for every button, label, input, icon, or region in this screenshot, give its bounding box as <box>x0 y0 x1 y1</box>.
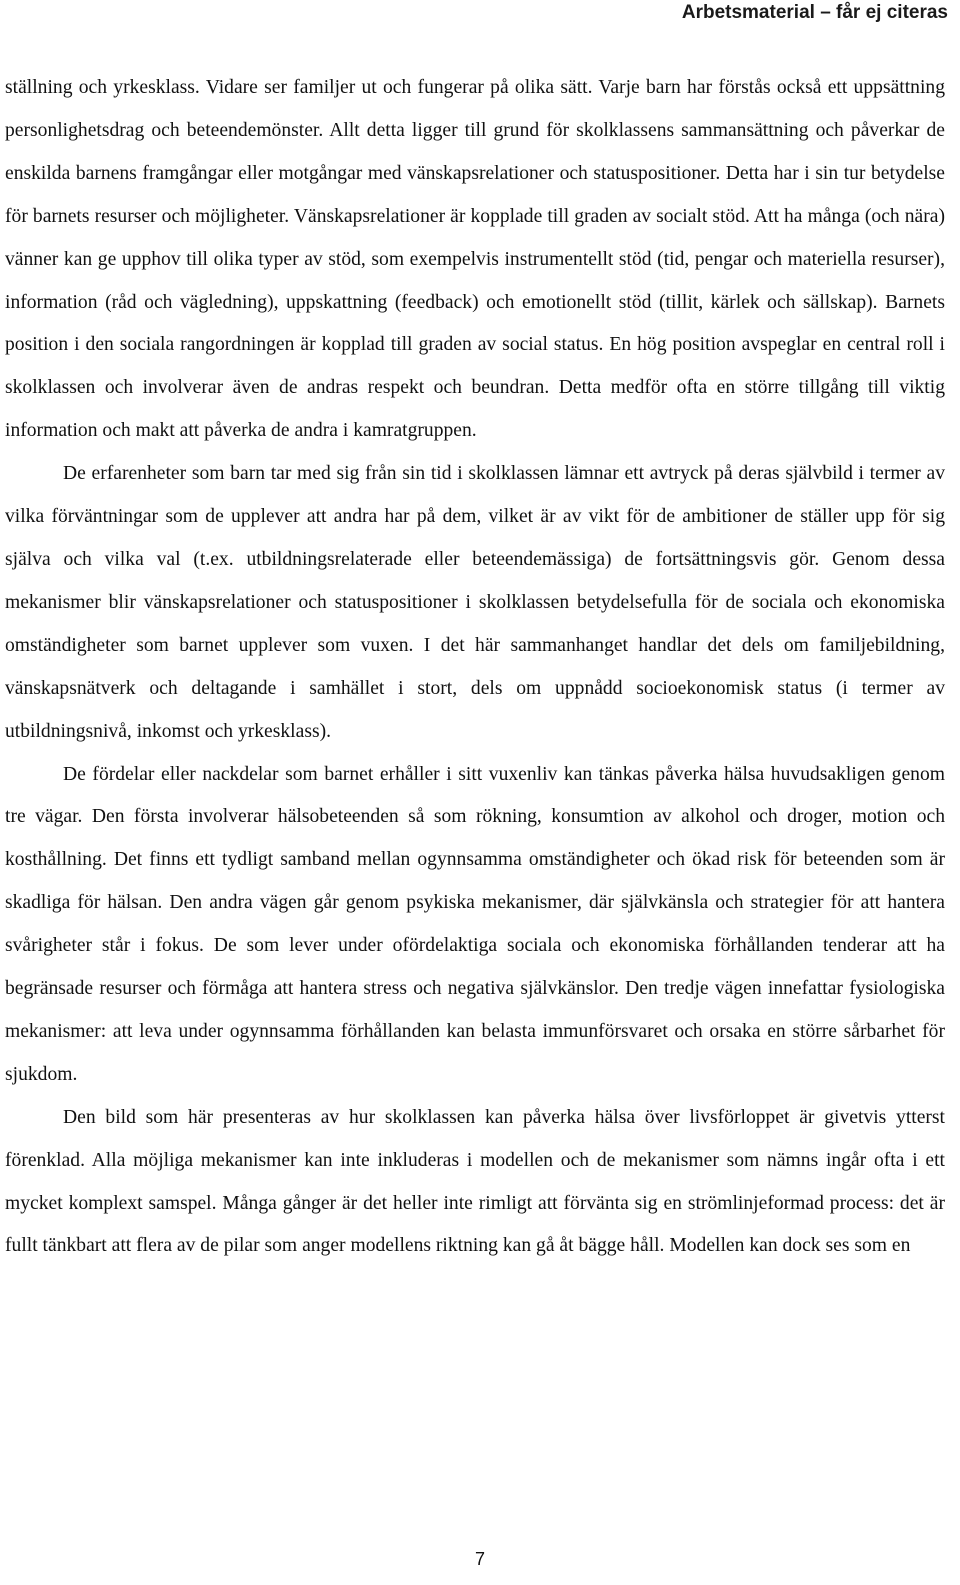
document-body <box>5 67 945 1268</box>
paragraph-4: Den bild som här presenteras av hur skolklassen kan påverka hälsa över livsförloppet är givetvis ytterst förenklad. Alla möjliga mekanismer kan inte inkluderas i modellen och de mekanismer som nämns ingår ofta i ett mycket komplext samspel. Många gånger är det heller inte rimligt att förvänta sig en strömlinjeformad process: det är fullt tänkbart att flera av de pilar som anger modellens riktning kan gå åt bägge håll. Modellen kan dock ses som en <box>5 1106 945 1257</box>
running-header: Arbetsmaterial – får ej citeras <box>681 2 948 23</box>
paragraph-1: ställning och yrkesklass. Vidare ser familjer ut och fungerar på olika sätt. Varje barn har förstås också ett uppsättning personlighetsdrag och beteendemönster. Allt detta ligger till grund för skolklassens sammansättning och påverkar de enskilda barnens framgångar eller motgångar med vänskapsrelationer och statuspositioner. Detta har i sin tur betydelse för barnets resurser och möjligheter. Vänskapsrelationer är kopplade till graden av socialt stöd. Att ha många (och nära) vänner kan ge upphov till olika typer av stöd, som exempelvis instrumentellt stöd (tid, pengar och materiella resurser), information (råd och vägledning), uppskattning (feedback) och emotionellt stöd (tillit, kärlek och sällskap). Barnets position i den sociala rangordningen är kopplad till graden av social status. En hög position avspeglar en central roll i skolklassen och involverar även de andras respekt och beundran. Detta medför ofta en större tillgång till viktig information och makt att påverka de andra i kamratgruppen. <box>5 77 945 442</box>
paragraph-2: De erfarenheter som barn tar med sig från sin tid i skolklassen lämnar ett avtryck på deras självbild i termer av vilka förväntningar som de upplever att andra har på dem, vilket är av vikt för de ambitioner de ställer upp för sig själva och vilka val (t.ex. utbildningsrelaterade eller beteendemässiga) de fortsättningsvis gör. Genom dessa mekanismer blir vänskapsrelationer och statuspositioner i skolklassen betydelsefulla för de sociala och ekonomiska omständigheter som barnet upplever som vuxen. I det här sammanhanget handlar det dels om familjebildning, vänskapsnätverk och deltagande i samhället i stort, dels om uppnådd socioekonomisk status (i termer av utbildningsnivå, inkomst och yrkesklass). <box>5 463 945 742</box>
paragraph-3: De fördelar eller nackdelar som barnet erhåller i sitt vuxenliv kan tänkas påverka hälsa huvudsakligen genom tre vägar. Den första involverar hälsobeteenden så som rökning, konsumtion av alkohol och droger, motion och kosthållning. Det finns ett tydligt samband mellan ogynnsamma omständigheter och ökad risk för beteenden som är skadliga för hälsan. Den andra vägen går genom psykiska mekanismer, där självkänsla och strategier för att hantera svårigheter står i fokus. De som lever under ofördelaktiga sociala och ekonomiska förhållanden tenderar att ha begränsade resurser och förmåga att hantera stress och negativa självkänslor. Den tredje vägen innefattar fysiologiska mekanismer: att leva under ogynnsamma förhållanden kan belasta immunförsvaret och orsaka en större sårbarhet för sjukdom. <box>5 763 945 1085</box>
page-number: 7 <box>474 1549 485 1569</box>
